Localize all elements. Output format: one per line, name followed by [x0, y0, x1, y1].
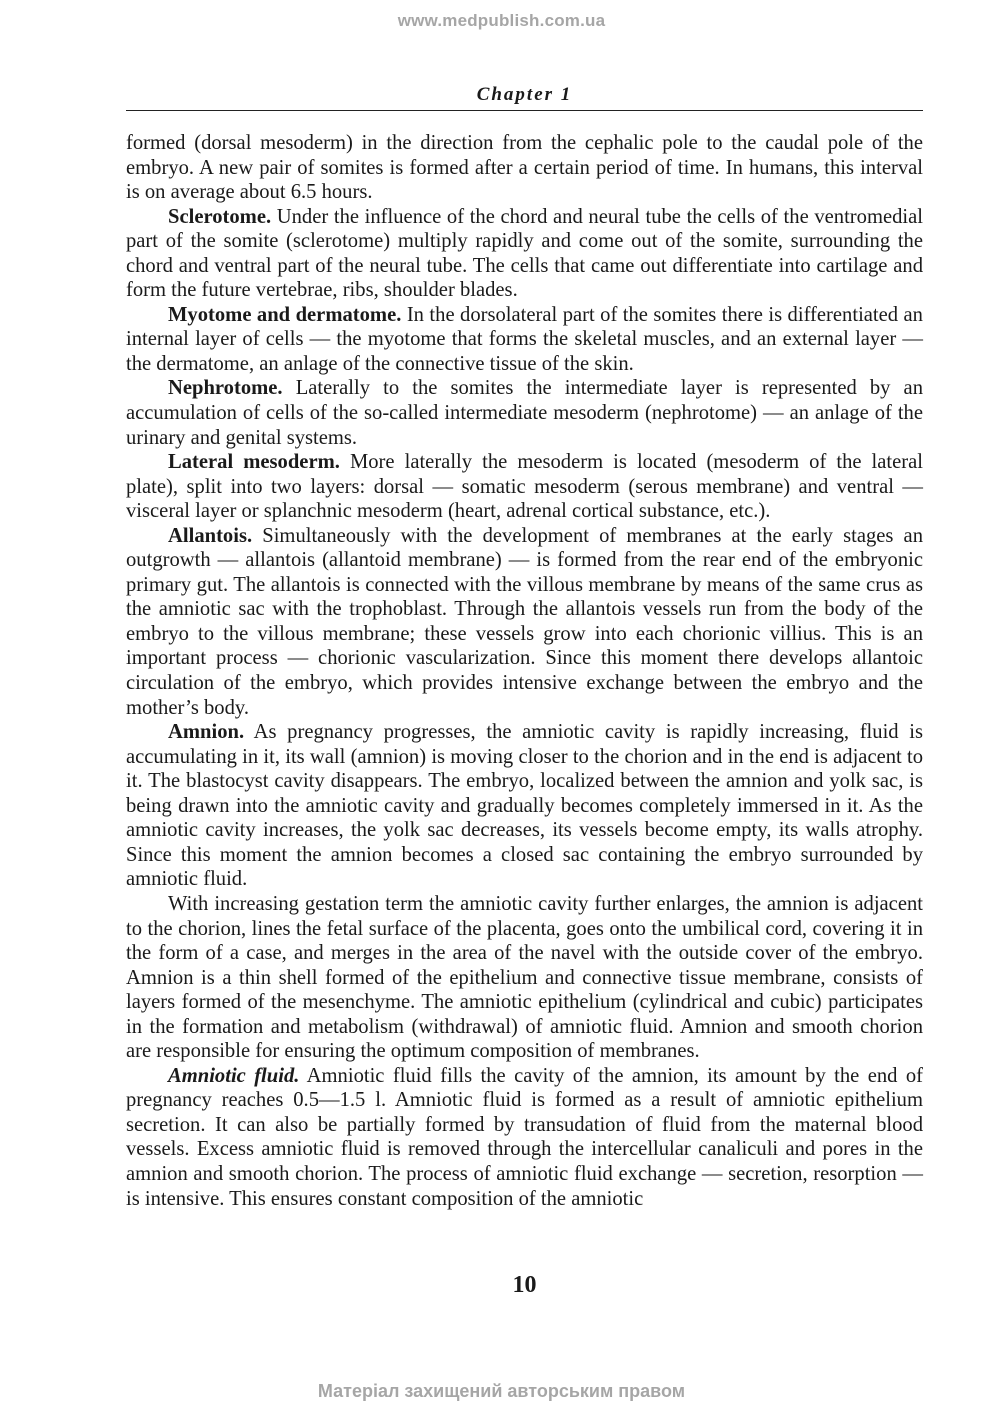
paragraph-amniotic-fluid: [126, 1064, 923, 1211]
copyright-notice: Матеріал захищений авторським правом: [317, 1381, 686, 1401]
paragraph-text: Simultaneously with the development of membranes at the early stages an outgrowth — allantois (allantoid membrane) — is formed from the rear end of the embryonic primary gut. The allantois is connected with the villous membrane by means of the same crus as the amniotic sac with the trophoblast. Through the allantois vessels run from the body of the embryo to the villous membrane; these vessels grow into each chorionic villius. This is an important process — chorionic vascularization. Since this moment there develops allantoic circulation of the embryo, which provides intensive exchange between the embryo and the mother’s body.: [126, 524, 923, 719]
paragraph-sclerotome: [126, 205, 923, 303]
running-head: Chapter 1: [476, 84, 573, 105]
paragraph-text: Under the influence of the chord and neural tube the cells of the ventromedial part of the somite (sclerotome) multiply rapidly and come out of the somite, surrounding the chord and ventral part of the neural tube. The cells that came out differentiate into cartilage and form the future vertebrae, ribs, shoulder blades.: [126, 205, 923, 302]
term-heading: Myotome and dermatome.: [168, 303, 402, 326]
paragraph-text: Laterally to the somites the intermediate layer is represented by an accumulation of cells of the so-called intermediate mesoderm (nephrotome) — an anlage of the urinary and genital systems.: [126, 377, 923, 449]
paragraph-somites: [126, 131, 923, 205]
paragraph-text: formed (dorsal mesoderm) in the direction from the cephalic pole to the caudal pole of the embryo. A new pair of somites is formed after a certain period of time. In humans, this interval is on average about 6.5 hours.: [126, 132, 923, 204]
paragraph-text: Amniotic fluid fills the cavity of the amnion, its amount by the end of pregnancy reaches 0.5—1.5 l. Amniotic fluid is formed as a result of amniotic epithelium secretion. It can also be partially formed by transudation of fluid from the maternal blood vessels. Excess amniotic fluid is removed through the intercellular canaliculi and pores in the amnion and smooth chorion. The process of amniotic fluid exchange — secretion, resorption — is intensive. This ensures constant composition of the amniotic: [126, 1064, 923, 1210]
paragraph-gestation: [126, 892, 923, 1064]
paragraph-text: In the dorsolateral part of the somites there is differentiated an internal layer of cells — the myotome that forms the skeletal muscles, and an external layer — the dermatome, an anlage of the connective tissue of the skin.: [126, 303, 923, 375]
term-heading: Amniotic fluid.: [168, 1064, 300, 1087]
paragraph-amnion: [126, 720, 923, 892]
term-heading: Sclerotome.: [168, 205, 272, 228]
paragraph-myotome: [126, 303, 923, 377]
term-heading: Nephrotome.: [168, 377, 283, 400]
paragraph-nephrotome: [126, 376, 923, 450]
term-heading: Lateral mesoderm.: [168, 451, 340, 474]
term-heading: Allantois.: [168, 524, 253, 547]
paragraph-text: As pregnancy progresses, the amniotic cavity is rapidly increasing, fluid is accumulating in it, its wall (amnion) is moving closer to the chorion and in the end is adjacent to it. The blastocyst cavity disappears. The embryo, localized between the amnion and yolk sac, is being drawn into the amniotic cavity and gradually becomes completely immersed in it. As the amniotic cavity increases, the yolk sac decreases, its vessels become empty, its walls atrophy. Since this moment the amnion becomes a closed sac containing the embryo surrounded by amniotic fluid.: [126, 721, 923, 891]
paragraph-allantois: [126, 524, 923, 720]
header-rule: [126, 110, 923, 111]
page-number: 10: [512, 1272, 537, 1298]
site-url: www.medpublish.com.ua: [397, 11, 606, 30]
body-text: [126, 131, 923, 1211]
paragraph-text: More laterally the mesoderm is located (mesoderm of the lateral plate), split into two layers: dorsal — somatic mesoderm (serous membrane) and ventral — visceral layer or splanchnic mesoderm (heart, adrenal cortical substance, etc.).: [126, 451, 924, 523]
paragraph-text: With increasing gestation term the amniotic cavity further enlarges, the amnion is adjacent to the chorion, lines the fetal surface of the placenta, goes onto the umbilical cord, covering it in the form of a case, and merges in the area of the navel with the outside cover of the embryo. Amnion is a thin shell formed of the epithelium and connective tissue membrane, consists of layers formed of the mesenchyme. The amniotic epithelium (cylindrical and cubic) participates in the formation and metabolism (withdrawal) of amniotic fluid. Amnion and smooth chorion are responsible for ensuring the optimum composition of membranes.: [126, 892, 923, 1063]
term-heading: Amnion.: [168, 721, 245, 744]
paragraph-lateral-mesoderm: [126, 450, 923, 524]
